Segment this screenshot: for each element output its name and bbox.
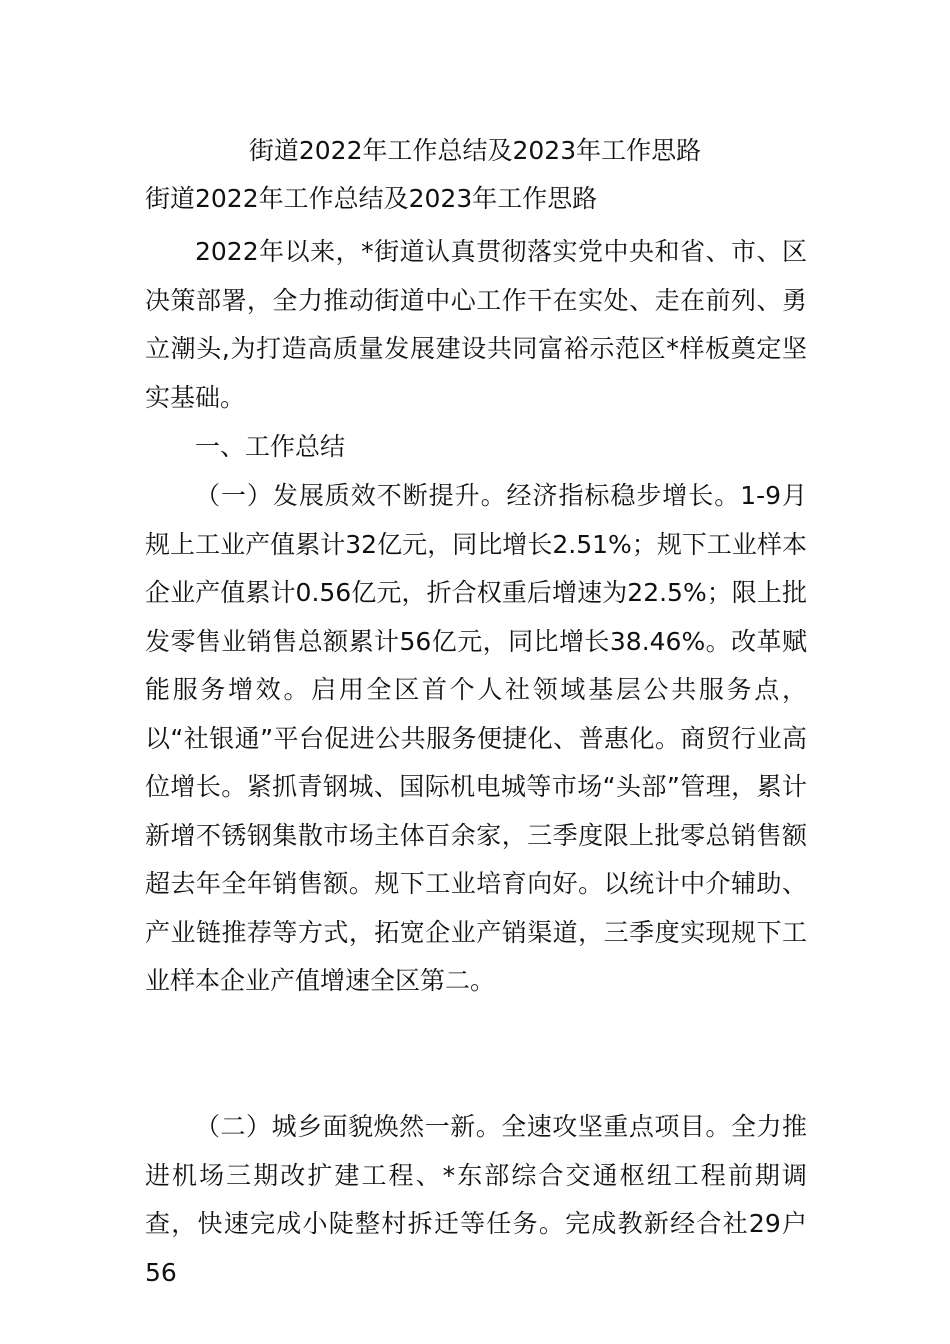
- intro-paragraph: 2022年以来，*街道认真贯彻落实党中央和省、市、区决策部署，全力推动街道中心工作干在实处、走在前列、勇立潮头,为打造高质量发展建设共同富裕示范区*样板奠定坚实基础。: [145, 237, 807, 412]
- section-heading: 一、工作总结: [195, 432, 346, 461]
- document-title: 街道2022年工作总结及2023年工作思路: [248, 136, 702, 165]
- paragraph-item-2: （二）城乡面貌焕然一新。全速攻坚重点项目。全力推进机场三期改扩建工程、*东部综合交通枢纽工程前期调查，快速完成小陡整村拆迁等任务。完成教新经合社29户56: [145, 1112, 807, 1287]
- paragraph-item-1: （一）发展质效不断提升。经济指标稳步增长。1-9月规上工业产值累计32亿元，同比增长2.51%；规下工业样本企业产值累计0.56亿元，折合权重后增速为22.5%；限上批发零售业销售总额累计56亿元，同比增长38.46%。改革赋能服务增效。启用全区首个人社领域基层公共服务点，以“社银通”平台促进公共服务便捷化、普惠化。商贸行业高位增长。紧抓青钢城、国际机电城等市场“头部”管理，累计新增不锈钢集散市场主体百余家，三季度限上批零总销售额超去年全年销售额。规下工业培育向好。以统计中介辅助、产业链推荐等方式，拓宽企业产销渠道，三季度实现规下工业样本企业产值增速全区第二。: [145, 481, 807, 995]
- document-subtitle: 街道2022年工作总结及2023年工作思路: [145, 184, 598, 213]
